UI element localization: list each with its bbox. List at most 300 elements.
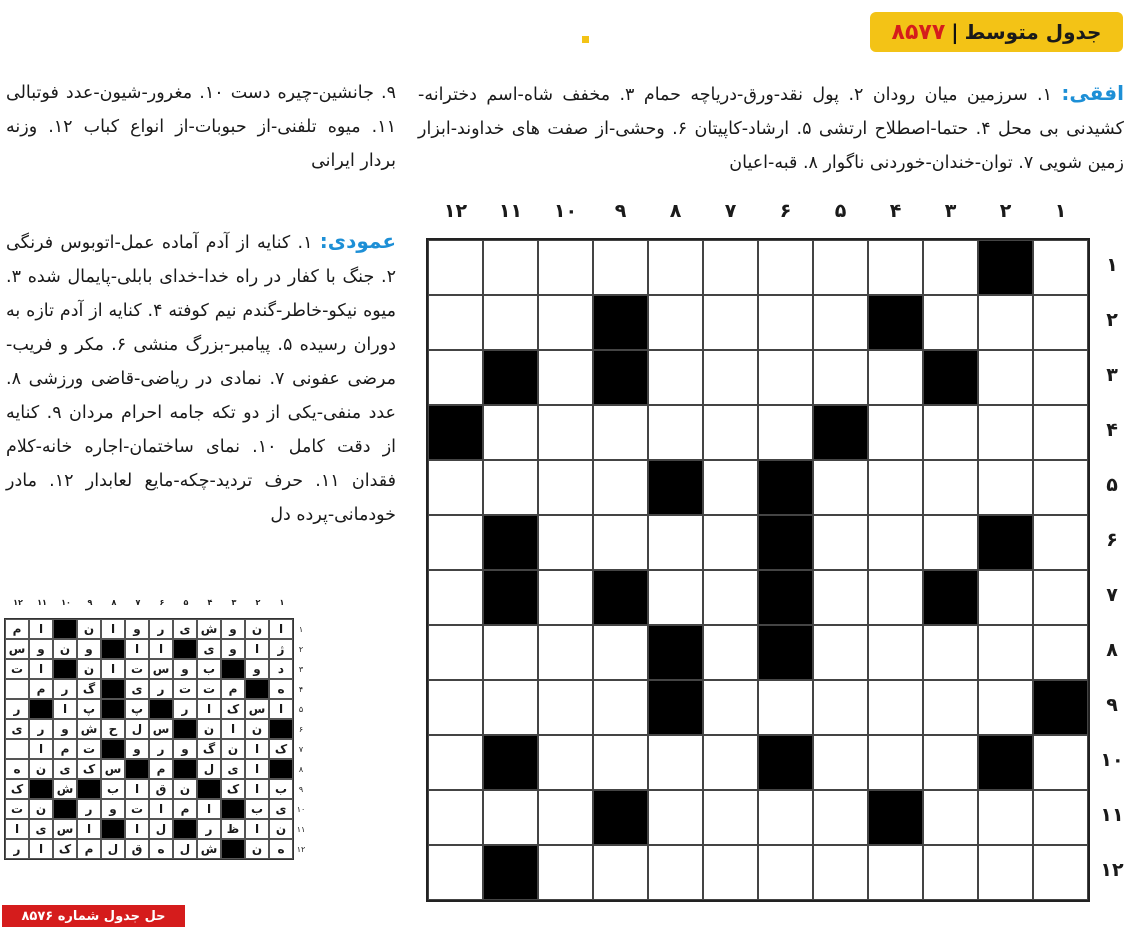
solution-cell: ر xyxy=(53,679,77,699)
solution-cell: ی xyxy=(29,819,53,839)
black-cell xyxy=(868,295,923,350)
answer-cell[interactable] xyxy=(978,570,1033,625)
answer-cell[interactable] xyxy=(978,625,1033,680)
answer-cell[interactable] xyxy=(483,240,538,295)
answer-cell[interactable] xyxy=(978,295,1033,350)
solution-cell: و xyxy=(173,739,197,759)
solution-cell: ا xyxy=(245,819,269,839)
answer-cell[interactable] xyxy=(428,570,483,625)
answer-cell[interactable] xyxy=(703,350,758,405)
answer-cell[interactable] xyxy=(1033,845,1088,900)
solution-row-number: ۱۱ xyxy=(296,825,306,834)
solution-cell: ی xyxy=(221,759,245,779)
solution-cell: ا xyxy=(245,739,269,759)
solution-column-number: ۷ xyxy=(135,598,141,607)
solution-cell: و xyxy=(125,739,149,759)
solution-cell: ش xyxy=(77,719,101,739)
solution-cell: ی xyxy=(5,719,29,739)
answer-cell[interactable] xyxy=(703,295,758,350)
answer-cell[interactable] xyxy=(978,845,1033,900)
black-cell xyxy=(978,735,1033,790)
column-number: ۱۱ xyxy=(498,200,523,222)
solution-cell: ت xyxy=(77,739,101,759)
answer-cell[interactable] xyxy=(978,460,1033,515)
answer-cell[interactable] xyxy=(648,570,703,625)
black-cell xyxy=(758,515,813,570)
solution-cell: ک xyxy=(221,779,245,799)
answer-cell[interactable] xyxy=(978,680,1033,735)
answer-cell[interactable] xyxy=(593,680,648,735)
solution-cell: ی xyxy=(197,639,221,659)
answer-cell[interactable] xyxy=(538,625,593,680)
solution-cell: ب xyxy=(269,779,293,799)
solution-cell xyxy=(5,739,29,759)
answer-cell[interactable] xyxy=(978,790,1033,845)
solution-black-cell xyxy=(269,759,293,779)
answer-cell[interactable] xyxy=(483,405,538,460)
answer-cell[interactable] xyxy=(813,295,868,350)
column-number: ۷ xyxy=(724,200,737,222)
answer-cell[interactable] xyxy=(648,295,703,350)
black-cell xyxy=(978,240,1033,295)
answer-cell[interactable] xyxy=(483,460,538,515)
row-number: ۴ xyxy=(1106,419,1118,441)
solution-black-cell xyxy=(29,699,53,719)
answer-cell[interactable] xyxy=(648,240,703,295)
answer-cell[interactable] xyxy=(978,350,1033,405)
solution-row-number: ۶ xyxy=(298,725,304,734)
solution-column-number: ۱۲ xyxy=(13,598,23,607)
answer-cell[interactable] xyxy=(483,790,538,845)
solution-cell: ژ xyxy=(269,639,293,659)
solution-row-number: ۸ xyxy=(298,765,304,774)
solution-cell: م xyxy=(149,759,173,779)
solution-cell: ن xyxy=(173,779,197,799)
answer-cell[interactable] xyxy=(648,515,703,570)
answer-cell[interactable] xyxy=(758,240,813,295)
row-number: ۱۱ xyxy=(1100,804,1124,826)
solution-cell: ن xyxy=(29,759,53,779)
solution-cell: ا xyxy=(197,699,221,719)
row-number: ۸ xyxy=(1106,639,1118,661)
solution-row-numbers xyxy=(294,620,308,860)
solution-cell: و xyxy=(29,639,53,659)
solution-cell: ا xyxy=(53,699,77,719)
solution-row-number: ۲ xyxy=(298,645,304,654)
answer-cell[interactable] xyxy=(648,845,703,900)
solution-cell: ا xyxy=(221,719,245,739)
black-cell xyxy=(648,680,703,735)
answer-cell[interactable] xyxy=(538,680,593,735)
solution-black-cell xyxy=(101,639,125,659)
solution-column-number: ۱ xyxy=(279,598,285,607)
solution-cell: ه xyxy=(149,839,173,859)
answer-cell[interactable] xyxy=(758,405,813,460)
solution-cell: ر xyxy=(197,819,221,839)
answer-cell[interactable] xyxy=(923,240,978,295)
solution-cell: ا xyxy=(101,619,125,639)
solution-black-cell xyxy=(101,679,125,699)
solution-black-cell xyxy=(77,779,101,799)
answer-cell[interactable] xyxy=(868,570,923,625)
answer-cell[interactable] xyxy=(703,790,758,845)
solution-cell: ت xyxy=(197,679,221,699)
black-cell xyxy=(483,515,538,570)
solution-cell: ا xyxy=(29,739,53,759)
solution-cell: ک xyxy=(53,839,77,859)
solution-cell: ح xyxy=(101,719,125,739)
solution-cell: ه xyxy=(269,679,293,699)
solution-cell: ل xyxy=(197,759,221,779)
answer-cell[interactable] xyxy=(428,240,483,295)
solution-cell: ن xyxy=(245,839,269,859)
answer-cell[interactable] xyxy=(593,735,648,790)
solution-cell: س xyxy=(149,719,173,739)
black-cell xyxy=(593,350,648,405)
answer-cell[interactable] xyxy=(813,845,868,900)
column-number: ۴ xyxy=(889,200,902,222)
solution-cell: ر xyxy=(5,699,29,719)
solution-cell: گ xyxy=(77,679,101,699)
answer-cell[interactable] xyxy=(703,405,758,460)
black-cell xyxy=(923,570,978,625)
row-number: ۲ xyxy=(1106,309,1118,331)
answer-cell[interactable] xyxy=(868,625,923,680)
solution-column-number: ۱۱ xyxy=(37,598,47,607)
answer-cell[interactable] xyxy=(868,680,923,735)
answer-cell[interactable] xyxy=(703,460,758,515)
solution-cell: م xyxy=(5,619,29,639)
solution-black-cell xyxy=(53,619,77,639)
solution-cell: ا xyxy=(125,639,149,659)
answer-cell[interactable] xyxy=(868,240,923,295)
solution-cell: ت xyxy=(125,799,149,819)
solution-cell: ک xyxy=(221,699,245,719)
column-number: ۱ xyxy=(1054,200,1067,222)
answer-cell[interactable] xyxy=(703,570,758,625)
solution-cell: ل xyxy=(125,719,149,739)
solution-black-cell xyxy=(29,779,53,799)
answer-cell[interactable] xyxy=(1033,295,1088,350)
solution-cell: و xyxy=(221,619,245,639)
down-text: ۱. کنایه از آدم آماده عمل-اتوبوس فرنگی ۲. جنگ با کفار در راه خدا-خدای بابلی-پایمال شده ۳. میوه نیکو-خاطر-گندم نیم کوفته ۴. کنایه از آدم تازه به دوران رسیده ۵. پیامبر-بزرگ منشی ۶. مکر و فریب-مرضی عفونی ۷. نمادی در ریاضی-قاضی ورزشی ۸. عدد منفی-یکی از دو تکه جامه احرام مردان ۹. کنایه از دقت کامل ۱۰. نمای ساختمان-اجاره خانه-کلام فقدان ۱۱. حرف تردید-چکه-مایع لعابدار ۱۲. مادر خودمانی-پرده دل xyxy=(6,233,397,525)
solution-column-number: ۱۰ xyxy=(61,598,71,607)
solution-cell: ر xyxy=(173,699,197,719)
solution-cell: ن xyxy=(245,619,269,639)
row-number: ۵ xyxy=(1106,474,1118,496)
black-cell xyxy=(593,790,648,845)
answer-cell[interactable] xyxy=(538,460,593,515)
answer-cell[interactable] xyxy=(703,845,758,900)
solution-cell: پ xyxy=(77,699,101,719)
answer-cell[interactable] xyxy=(758,350,813,405)
answer-cell[interactable] xyxy=(1033,405,1088,460)
solution-cell: ا xyxy=(77,819,101,839)
solution-row-number: ۹ xyxy=(298,785,304,794)
solution-cell: ا xyxy=(269,619,293,639)
answer-cell[interactable] xyxy=(648,405,703,460)
answer-cell[interactable] xyxy=(923,295,978,350)
row-numbers xyxy=(1092,238,1129,898)
answer-cell[interactable] xyxy=(923,845,978,900)
solution-cell: ا xyxy=(125,779,149,799)
answer-cell[interactable] xyxy=(868,350,923,405)
solution-cell: ر xyxy=(5,839,29,859)
black-cell xyxy=(648,625,703,680)
solution-cell: ه xyxy=(5,759,29,779)
answer-cell[interactable] xyxy=(593,625,648,680)
solution-column-number: ۸ xyxy=(111,598,117,607)
black-cell xyxy=(428,405,483,460)
answer-cell[interactable] xyxy=(538,845,593,900)
answer-cell[interactable] xyxy=(428,790,483,845)
column-number: ۲ xyxy=(999,200,1012,222)
answer-cell[interactable] xyxy=(1033,460,1088,515)
answer-cell[interactable] xyxy=(538,735,593,790)
solution-cell: ت xyxy=(5,659,29,679)
answer-cell[interactable] xyxy=(428,295,483,350)
answer-cell[interactable] xyxy=(1033,790,1088,845)
answer-cell[interactable] xyxy=(813,350,868,405)
solution-cell: ن xyxy=(221,739,245,759)
answer-cell[interactable] xyxy=(483,295,538,350)
solution-cell: و xyxy=(245,659,269,679)
answer-cell[interactable] xyxy=(1033,625,1088,680)
answer-cell[interactable] xyxy=(703,515,758,570)
solution-black-cell xyxy=(101,819,125,839)
answer-cell[interactable] xyxy=(813,515,868,570)
solution-cell: ل xyxy=(173,839,197,859)
row-number: ۱۰ xyxy=(1100,749,1124,771)
solution-cell: م xyxy=(29,679,53,699)
solution-cell: و xyxy=(53,719,77,739)
solution-cell: ن xyxy=(197,719,221,739)
answer-cell[interactable] xyxy=(813,460,868,515)
solution-column-number: ۴ xyxy=(207,598,213,607)
answer-cell[interactable] xyxy=(813,735,868,790)
solution-cell xyxy=(5,679,29,699)
down-heading: عمودی: xyxy=(319,229,396,253)
answer-cell[interactable] xyxy=(593,405,648,460)
solution-cell: م xyxy=(77,839,101,859)
column-number: ۹ xyxy=(614,200,627,222)
solution-cell: ا xyxy=(245,759,269,779)
crossword-grid xyxy=(426,238,1090,902)
solution-grid xyxy=(4,618,294,860)
answer-cell[interactable] xyxy=(923,515,978,570)
solution-row-number: ۷ xyxy=(298,745,304,754)
answer-cell[interactable] xyxy=(483,625,538,680)
solution-row-number: ۱۲ xyxy=(296,845,306,854)
puzzle-number: ۸۵۷۷ xyxy=(891,19,946,45)
solution-black-cell xyxy=(173,759,197,779)
answer-cell[interactable] xyxy=(923,625,978,680)
answer-cell[interactable] xyxy=(703,680,758,735)
answer-cell[interactable] xyxy=(1033,515,1088,570)
solution-cell: ا xyxy=(149,799,173,819)
black-cell xyxy=(483,845,538,900)
puzzle-title-badge xyxy=(870,12,1123,52)
solution-cell: ا xyxy=(149,639,173,659)
answer-cell[interactable] xyxy=(648,790,703,845)
answer-cell[interactable] xyxy=(1033,570,1088,625)
answer-cell[interactable] xyxy=(923,680,978,735)
answer-cell[interactable] xyxy=(923,735,978,790)
solution-cell: ل xyxy=(149,819,173,839)
solution-black-cell xyxy=(173,819,197,839)
solution-black-cell xyxy=(53,799,77,819)
row-number: ۱ xyxy=(1106,254,1118,276)
across-heading: افقی: xyxy=(1061,81,1124,105)
solution-column-number: ۲ xyxy=(255,598,261,607)
answer-cell[interactable] xyxy=(868,845,923,900)
answer-cell[interactable] xyxy=(538,240,593,295)
black-cell xyxy=(978,515,1033,570)
solution-black-cell xyxy=(197,779,221,799)
solution-cell: ا xyxy=(101,659,125,679)
answer-cell[interactable] xyxy=(923,790,978,845)
solution-cell: و xyxy=(77,639,101,659)
decorative-dot xyxy=(582,36,589,43)
solution-column-number: ۹ xyxy=(87,598,93,607)
solution-cell: ک xyxy=(5,779,29,799)
solution-cell: ا xyxy=(125,819,149,839)
answer-cell[interactable] xyxy=(758,680,813,735)
solution-cell: ن xyxy=(269,819,293,839)
solution-row-number: ۱۰ xyxy=(296,805,306,814)
solution-cell: م xyxy=(221,679,245,699)
answer-cell[interactable] xyxy=(593,515,648,570)
black-cell xyxy=(758,460,813,515)
solution-cell: ا xyxy=(245,779,269,799)
row-number: ۹ xyxy=(1106,694,1118,716)
black-cell xyxy=(593,570,648,625)
answer-cell[interactable] xyxy=(428,735,483,790)
answer-cell[interactable] xyxy=(813,680,868,735)
solution-cell: ش xyxy=(53,779,77,799)
solution-cell: ا xyxy=(269,699,293,719)
across-clues xyxy=(418,76,1124,180)
solution-cell: س xyxy=(101,759,125,779)
answer-cell[interactable] xyxy=(868,460,923,515)
solution-black-cell xyxy=(173,719,197,739)
column-number: ۶ xyxy=(779,200,792,222)
solution-black-cell xyxy=(221,839,245,859)
answer-cell[interactable] xyxy=(428,350,483,405)
solution-cell: ب xyxy=(245,799,269,819)
solution-black-cell xyxy=(269,719,293,739)
answer-cell[interactable] xyxy=(758,295,813,350)
answer-cell[interactable] xyxy=(428,515,483,570)
answer-cell[interactable] xyxy=(593,460,648,515)
answer-cell[interactable] xyxy=(428,845,483,900)
solution-cell: و xyxy=(173,659,197,679)
answer-cell[interactable] xyxy=(593,845,648,900)
answer-cell[interactable] xyxy=(538,405,593,460)
solution-cell: ی xyxy=(173,619,197,639)
black-cell xyxy=(1033,680,1088,735)
solution-cell: ر xyxy=(149,679,173,699)
solution-black-cell xyxy=(125,759,149,779)
solution-cell: ر xyxy=(149,739,173,759)
solution-cell: ک xyxy=(269,739,293,759)
answer-cell[interactable] xyxy=(538,515,593,570)
solution-cell: م xyxy=(53,739,77,759)
column-number: ۵ xyxy=(834,200,847,222)
black-cell xyxy=(483,735,538,790)
across-clues-continued xyxy=(6,76,396,178)
solution-cell: و xyxy=(101,799,125,819)
answer-cell[interactable] xyxy=(648,350,703,405)
answer-cell[interactable] xyxy=(813,570,868,625)
solution-column-number: ۵ xyxy=(183,598,189,607)
row-number: ۷ xyxy=(1106,584,1118,606)
answer-cell[interactable] xyxy=(758,845,813,900)
answer-cell[interactable] xyxy=(868,735,923,790)
solution-cell: گ xyxy=(197,739,221,759)
answer-cell[interactable] xyxy=(923,405,978,460)
answer-cell[interactable] xyxy=(813,240,868,295)
column-number: ۱۲ xyxy=(443,200,468,222)
solution-row-number: ۳ xyxy=(298,665,304,674)
answer-cell[interactable] xyxy=(813,625,868,680)
answer-cell[interactable] xyxy=(538,570,593,625)
answer-cell[interactable] xyxy=(1033,350,1088,405)
answer-cell[interactable] xyxy=(868,515,923,570)
black-cell xyxy=(813,405,868,460)
answer-cell[interactable] xyxy=(923,460,978,515)
black-cell xyxy=(593,295,648,350)
solution-cell: ق xyxy=(125,839,149,859)
black-cell xyxy=(758,570,813,625)
answer-cell[interactable] xyxy=(538,350,593,405)
solution-cell: ظ xyxy=(221,819,245,839)
answer-cell[interactable] xyxy=(483,680,538,735)
column-number: ۸ xyxy=(669,200,682,222)
solution-cell: ی xyxy=(53,759,77,779)
solution-cell: ا xyxy=(5,819,29,839)
answer-cell[interactable] xyxy=(538,295,593,350)
solution-cell: ا xyxy=(29,839,53,859)
answer-cell[interactable] xyxy=(868,405,923,460)
solution-cell: ر xyxy=(29,719,53,739)
answer-cell[interactable] xyxy=(758,790,813,845)
solution-cell: ش xyxy=(197,839,221,859)
solution-column-number: ۶ xyxy=(159,598,165,607)
solution-cell: ل xyxy=(101,839,125,859)
answer-cell[interactable] xyxy=(703,625,758,680)
answer-cell[interactable] xyxy=(428,460,483,515)
answer-cell[interactable] xyxy=(813,790,868,845)
answer-cell[interactable] xyxy=(593,240,648,295)
answer-cell[interactable] xyxy=(703,735,758,790)
solution-cell: ی xyxy=(125,679,149,699)
answer-cell[interactable] xyxy=(978,405,1033,460)
across-text-continued: ۹. جانشین-چیره دست ۱۰. مغرور-شیون-عدد فوتبالی ۱۱. میوه تلفنی-از حبوبات-از انواع کباب ۱۲. وزنه بردار ایرانی xyxy=(6,83,396,171)
solution-cell: د xyxy=(269,659,293,679)
column-number: ۱۰ xyxy=(553,200,578,222)
answer-cell[interactable] xyxy=(648,735,703,790)
answer-cell[interactable] xyxy=(703,240,758,295)
column-number: ۳ xyxy=(944,200,957,222)
answer-cell[interactable] xyxy=(1033,735,1088,790)
answer-cell[interactable] xyxy=(428,680,483,735)
answer-cell[interactable] xyxy=(1033,240,1088,295)
answer-cell[interactable] xyxy=(428,625,483,680)
answer-cell[interactable] xyxy=(538,790,593,845)
solution-cell: ا xyxy=(29,619,53,639)
solution-black-cell xyxy=(221,659,245,679)
